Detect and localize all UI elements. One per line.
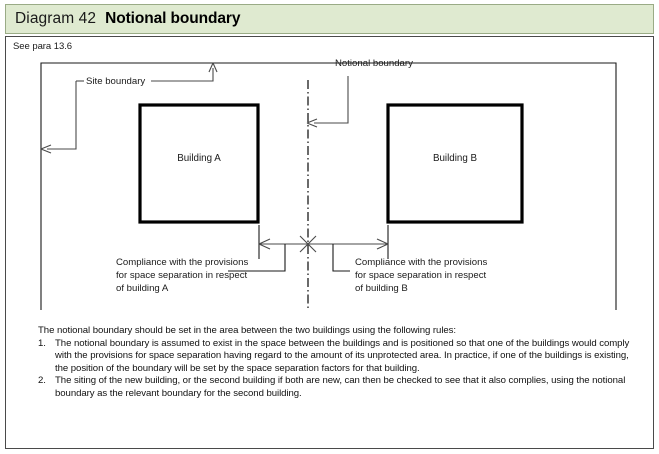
dimension-extension-lines	[259, 225, 388, 259]
notional-boundary-drawing	[6, 37, 653, 320]
compliance-a-line2: for space separation in respect	[116, 270, 248, 281]
compliance-a-line3: of building A	[116, 283, 169, 294]
see-para-reference: See para 13.6	[13, 41, 73, 52]
compliance-a-text	[116, 257, 248, 294]
site-boundary-label: Site boundary	[86, 76, 146, 87]
compliance-b-line2: for space separation in respect	[355, 270, 487, 281]
building-b-label: Building B	[432, 153, 478, 164]
diagram-title: Notional boundary	[105, 10, 241, 27]
compliance-b-text	[355, 257, 487, 294]
diagram-number: Diagram 42	[15, 10, 97, 27]
dimension-line-building-a	[259, 239, 308, 249]
notes-intro: The notional boundary should be set in the area between the two buildings using the following rules:	[38, 325, 457, 336]
note-text: The siting of the new building, or the second building if both are new, can then be checked to see that it also complies, using the notional boundary as the relevant boundary for the second building.	[55, 375, 626, 399]
compliance-b-leader	[333, 244, 350, 271]
building-a-label: Building A	[177, 153, 221, 164]
compliance-b-line3: of building B	[355, 283, 408, 294]
diagram-header	[5, 4, 654, 34]
note-item	[38, 375, 638, 400]
notional-boundary-leader	[307, 76, 348, 127]
notional-boundary-label: Notional boundary	[335, 58, 413, 69]
note-number: 1.	[38, 337, 46, 349]
compliance-b-line1: Compliance with the provisions	[355, 257, 488, 268]
note-number: 2.	[38, 375, 46, 387]
notes-block	[38, 325, 638, 401]
dimension-line-building-b	[308, 239, 388, 249]
note-item	[38, 338, 638, 376]
compliance-a-line1: Compliance with the provisions	[116, 257, 249, 268]
note-text: The notional boundary is assumed to exist in the space between the buildings and is positioned so that one of the buildings would comply with the provisions for space separation having regard to the amount of its unprotected area. In practice, if one of the buildings is existing, the position of the boundary will be set by the space separation factors for that building.	[55, 337, 630, 374]
